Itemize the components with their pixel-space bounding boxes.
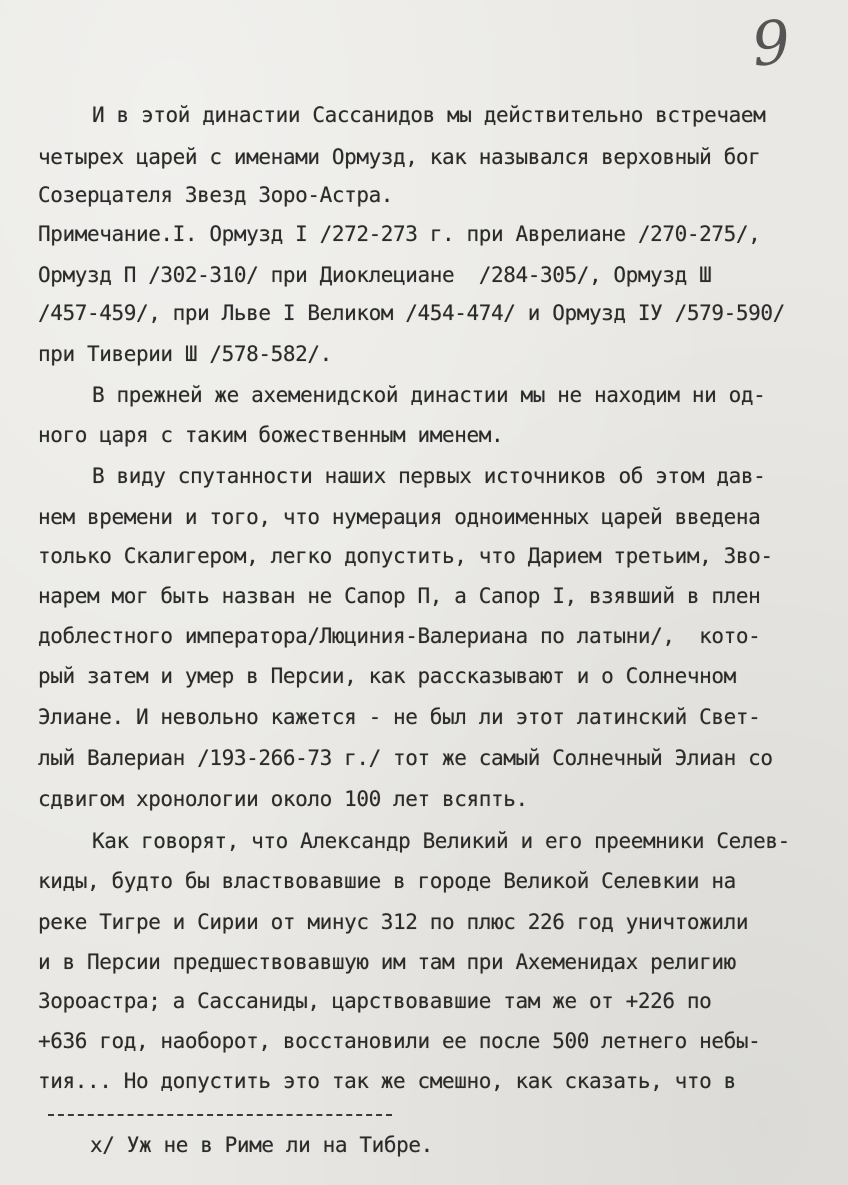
text-line: Как говорят, что Александр Великий и его преемники Селев- — [92, 829, 790, 853]
footnote-note-line: при Тиверии Ш /578-582/. — [38, 342, 332, 366]
footnote-note-line: /457-459/, при Льве I Великом /454-474/ и Ормузд IУ /579-590/ — [38, 301, 785, 325]
text-line: сдвигом хронологии около 100 лет всяпть. — [38, 787, 528, 811]
text-line: Созерцателя Звезд Зоро-Астра. — [38, 183, 394, 207]
text-line: киды, будто бы властвовавшие в городе Великой Селевкии на — [38, 869, 736, 893]
text-line: четырех царей с именами Ормузд, как назывался верховный бог — [38, 145, 761, 169]
footnote-divider — [48, 1114, 392, 1116]
footnote-note-line: Ормузд П /302-310/ при Диоклециане /284-305/, Ормузд Ш — [38, 263, 712, 287]
handwritten-page-number: 9 — [748, 7, 794, 81]
text-line: ного царя с таким божественным именем. — [38, 423, 504, 447]
text-line: реке Тигре и Сирии от минус 312 по плюс 226 год уничтожили — [38, 910, 749, 934]
text-line: В виду спутанности наших первых источников об этом дав- — [92, 464, 766, 488]
text-line: В прежней же ахеменидской династии мы не находим ни од- — [92, 383, 766, 407]
footnote-text: х/ Уж не в Риме ли на Тибре. — [90, 1133, 433, 1157]
text-line: тия... Но допустить это так же смешно, как сказать, что в — [38, 1069, 736, 1093]
text-line: Зороастра; а Сассаниды, царствовавшие там же от +226 по — [38, 989, 712, 1013]
text-line: рый затем и умер в Персии, как рассказывают и о Солнечном — [38, 664, 736, 688]
text-line: Элиане. И невольно кажется - не был ли этот латинский Свет- — [38, 705, 761, 729]
text-line: доблестного императора/Люциния-Валериана по латыни/, кото- — [38, 624, 761, 648]
text-line: только Скалигером, легко допустить, что Дарием третьим, Зво- — [38, 544, 773, 568]
footnote-note-line: Примечание.I. Ормузд I /272-273 г. при Аврелиане /270-275/, — [38, 222, 761, 246]
text-line: нарем мог быть назван не Сапор П, а Сапор I, взявший в плен — [38, 584, 761, 608]
text-line: и в Персии предшествовавшую им там при Ахеменидах религию — [38, 950, 736, 974]
text-line: лый Валериан /193-266-73 г./ тот же самый Солнечный Элиан со — [38, 746, 773, 770]
text-line: нем времени и того, что нумерация одноименных царей введена — [38, 505, 761, 529]
text-line: И в этой династии Сассанидов мы действительно встречаем — [92, 103, 766, 127]
text-line: +636 год, наоборот, восстановили ее после 500 летнего небы- — [38, 1029, 761, 1053]
